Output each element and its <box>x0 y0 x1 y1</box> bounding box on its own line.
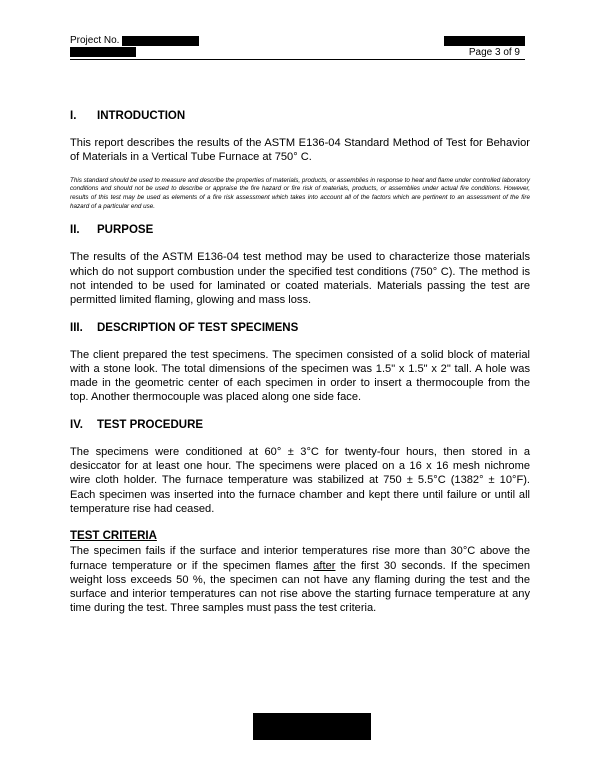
section-title: TEST PROCEDURE <box>97 418 204 431</box>
footer-redaction-bar <box>253 713 371 740</box>
section-number: II. <box>70 224 80 237</box>
report-body <box>70 109 530 616</box>
test-specimens-text: The client prepared the test specimens. The specimen consisted of a solid block of material with a stone look. The total dimensions of the specimen was 1.5" x 1.5" x 2" tall. A hole was made in the geometric center of each specimen in order to insert a thermocouple from the top. Another thermocouple was placed along one side face. <box>70 348 530 404</box>
section-number: III. <box>70 321 83 334</box>
project-number-label: Project No. <box>70 35 120 46</box>
criteria-underlined-word: after <box>313 559 336 572</box>
purpose-text: The results of the ASTM E136-04 test method may be used to characterize those materials which do not support combustion under the specified test conditions (750° C). The method is not intended to be used for laminated or coated materials. Materials passing the test are permitted limited flaming, glowing and mass loss. <box>70 251 530 307</box>
test-criteria-text <box>70 544 530 615</box>
standard-disclaimer: This standard should be used to measure and describe the properties of materials, products, or assemblies in response to heat and flame under controlled laboratory conditions and should not be used to describe or appraise the fire hazard or fire risk of materials, products, or assemblies under actual fire conditions. However, results of this test may be used as elements of a fire risk assessment which takes into account all of the factors which are pertinent to an assessment of the fire hazard of a particular end use. <box>70 176 530 210</box>
header-divider <box>70 59 525 60</box>
introduction-text: This report describes the results of the ASTM E136-04 Standard Method of Test for Behavior of Materials in a Vertical Tube Furnace at 750° C. <box>70 137 530 164</box>
criteria-text-part: The specimen fails if the surface and interior temperatures rise more than 30°C above the furnace temperature or if the specimen flames <box>70 545 530 572</box>
redaction-bar <box>122 36 199 46</box>
section-number: IV. <box>70 418 84 431</box>
redaction-bar <box>70 47 136 57</box>
test-procedure-text: The specimens were conditioned at 60° ± 3°C for twenty-four hours, then stored in a desiccator for at least one hour. The specimens were placed on a 16 x 16 mesh nichrome wire cloth holder. The furnace temperature was stabilized at 750 ± 5.5°C (1382° ± 10°F). Each specimen was inserted into the furnace chamber and kept there until failure or until all temperature rise had ceased. <box>70 445 530 515</box>
section-heading-introduction <box>70 109 530 124</box>
section-title: PURPOSE <box>97 224 154 237</box>
section-title: INTRODUCTION <box>97 110 186 122</box>
section-heading-test-specimens <box>70 321 530 336</box>
section-title: DESCRIPTION OF TEST SPECIMENS <box>97 321 299 334</box>
section-heading-test-procedure <box>70 418 530 433</box>
criteria-text-part: the first 30 seconds. If the specimen weight loss exceeds 50 %, the specimen can not have any flaming during the test and the surface and interior temperatures can not rise above the starting furnace temperature at any time during the test. Three samples must pass the test criteria. <box>70 559 530 615</box>
redaction-bar <box>444 36 525 46</box>
page-number: Page 3 of 9 <box>468 47 520 58</box>
test-criteria-heading: TEST CRITERIA <box>70 530 157 543</box>
section-heading-purpose <box>70 223 530 238</box>
section-number: I. <box>70 110 77 122</box>
